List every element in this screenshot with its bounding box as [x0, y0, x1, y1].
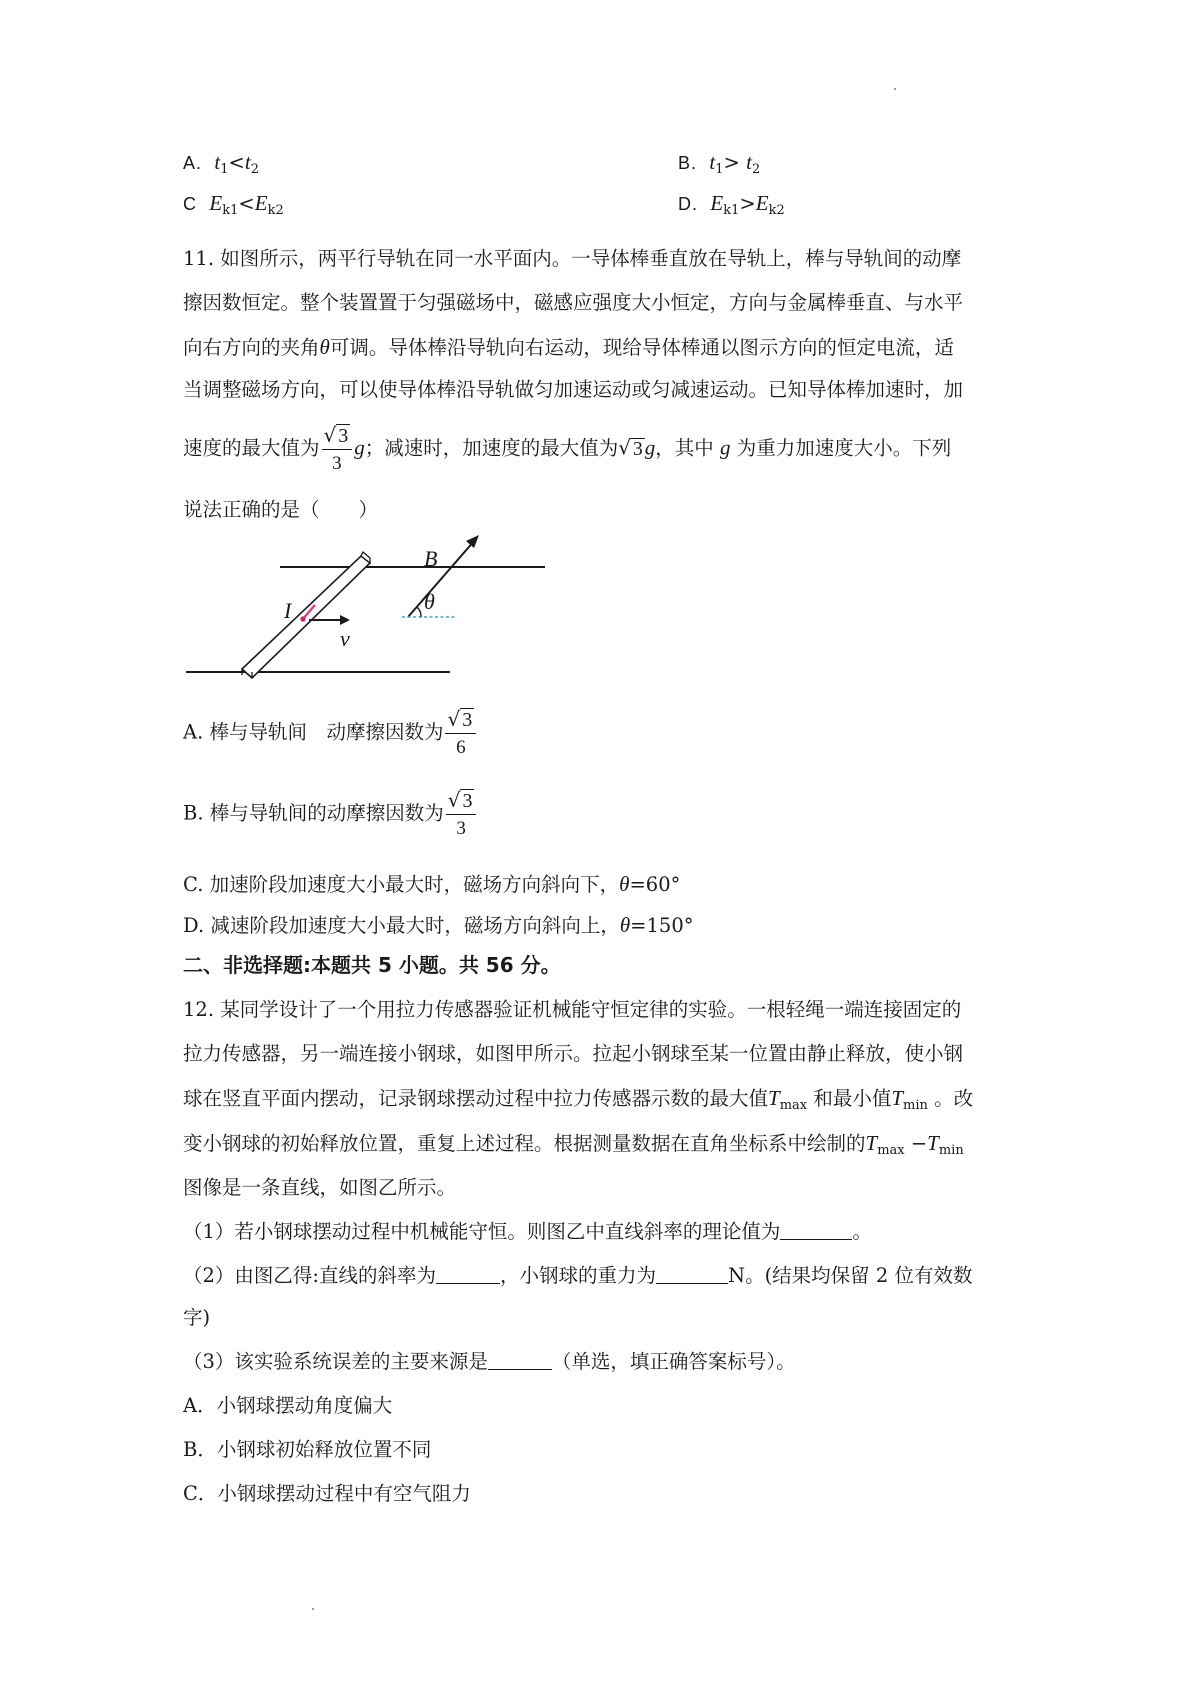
- q12-sub-1: （1）若小钢球摆动过程中机械能守恒。则图乙中直线斜率的理论值为 。: [183, 1220, 872, 1243]
- q10-option-d: D. $E_{k1}>E_{k2}$: [678, 191, 785, 218]
- q11-line: 11. 如图所示，两平行导轨在同一水平面内。一导体棒垂直放在导轨上，棒与导轨间的动摩: [183, 247, 962, 270]
- q10-option-c: C $E_{k1}<E_{k2}$: [183, 191, 284, 218]
- q11-option-c: C. 加速阶段加速度大小最大时，磁场方向斜向下，θ=60°: [183, 872, 681, 896]
- q12-line: 12. 某同学设计了一个用拉力传感器验证机械能守恒定律的实验。一根轻绳一端连接固定的: [183, 998, 962, 1021]
- q12-sub-2-cont: 字): [183, 1306, 211, 1329]
- rail-diagram: [180, 525, 560, 695]
- q11-option-d: D. 减速阶段加速度大小最大时，磁场方向斜向上，θ=150°: [183, 913, 694, 937]
- q12-line: 变小钢球的初始释放位置，重复上述过程。根据测量数据在直角坐标系中绘制的$T_{max} -T_{min}$: [183, 1131, 964, 1158]
- q12-sub-2: （2）由图乙得:直线的斜率为 ，小钢球的重力为 N。(结果均保留 2 位有效数: [183, 1264, 973, 1287]
- answer-blank[interactable]: [436, 1282, 500, 1284]
- label-theta: θ: [424, 589, 435, 614]
- q10-option-b: B. $t_1> t_2$: [678, 150, 761, 177]
- scan-dot: [312, 1608, 314, 1610]
- q11-line: 说法正确的是（ ）: [183, 498, 379, 521]
- q12-option-b: B．小钢球初始释放位置不同: [183, 1438, 432, 1461]
- label-v: v: [340, 626, 350, 651]
- q12-line: 球在竖直平面内摆动，记录钢球摆动过程中拉力传感器示数的最大值$T_{max}$ 和最小值$T_{min}$ 。改: [183, 1086, 974, 1113]
- field-arrow: [408, 540, 475, 617]
- q12-sub-3: （3）该实验系统误差的主要来源是 （单选，填正确答案标号）。: [183, 1350, 796, 1373]
- q12-line: 图像是一条直线，如图乙所示。: [183, 1176, 457, 1199]
- answer-blank[interactable]: [780, 1238, 852, 1240]
- q11-line: 向右方向的夹角θ可调。导体棒沿导轨向右运动，现给导体棒通以图示方向的恒定电流，适: [183, 335, 954, 359]
- q12-option-c: C．小钢球摆动过程中有空气阻力: [183, 1482, 471, 1505]
- q12-line: 拉力传感器，另一端连接小钢球，如图甲所示。拉起小钢球至某一位置由静止释放，使小钢: [183, 1042, 964, 1065]
- section-heading: 二、非选择题:本题共 5 小题。共 56 分。: [183, 953, 561, 977]
- answer-blank[interactable]: [656, 1282, 728, 1284]
- q10-option-a: A. $t_1<t_2$: [183, 150, 260, 177]
- q11-option-a: A. 棒与导轨间 动摩擦因数为 $\frac{√ 3}{6}$: [183, 709, 478, 757]
- fraction-sqrt3-over-3: $\frac{√ 3}{3}$: [322, 425, 353, 473]
- fraction-sqrt3-over-6: $\frac{√ 3}{6}$: [445, 709, 476, 757]
- q11-line: 当调整磁场方向，可以使导体棒沿导轨做匀加速运动或匀减速运动。已知导体棒加速时，加: [183, 378, 964, 401]
- answer-blank[interactable]: [488, 1368, 552, 1370]
- label-b: B: [424, 546, 438, 571]
- q11-line: 擦因数恒定。整个装置置于匀强磁场中，磁感应强度大小恒定，方向与金属棒垂直、与水平: [183, 291, 964, 314]
- scan-dot: [894, 88, 896, 90]
- fraction-sqrt3-over-3: $\frac{√ 3}{3}$: [446, 790, 477, 838]
- angle-arc: [417, 607, 421, 617]
- q12-option-a: A．小钢球摆动角度偏大: [183, 1394, 393, 1417]
- q11-line: 速度的最大值为 $\frac{√ 3}{3}$ g；减速时，加速度的最大值为√ 3g，其中 g 为重力加速度大小。下列: [183, 423, 952, 474]
- q11-option-b: B. 棒与导轨间的动摩擦因数为 $\frac{√ 3}{3}$: [183, 790, 478, 838]
- label-i: I: [284, 598, 292, 623]
